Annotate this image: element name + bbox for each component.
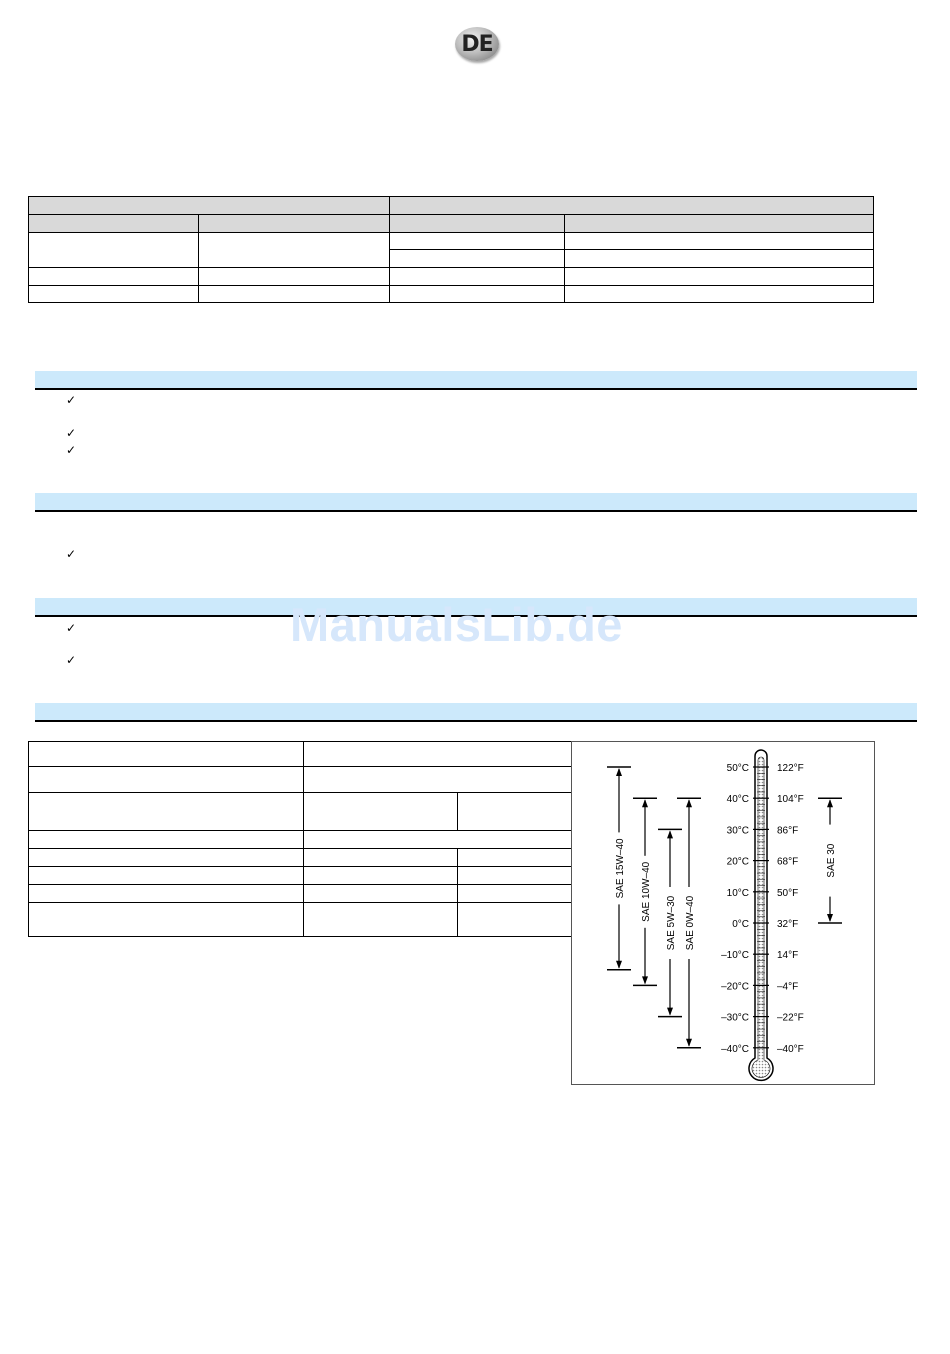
table-cell (29, 793, 304, 831)
section-header-2 (35, 493, 917, 512)
table-cell (304, 885, 458, 903)
arrow-down-icon (686, 1039, 692, 1047)
oil-table (28, 741, 572, 937)
arrow-up-icon (686, 799, 692, 807)
table-cell (458, 885, 572, 903)
fahrenheit-tick-label: 68°F (777, 856, 799, 868)
table-cell (389, 233, 565, 250)
table-row (29, 742, 572, 767)
section-header-1 (35, 371, 917, 390)
table-cell (29, 831, 304, 849)
table-cell (304, 849, 458, 867)
celsius-tick-label: –40°C (721, 1043, 749, 1055)
arrow-down-icon (616, 961, 622, 969)
table-row (29, 286, 874, 303)
table-row (29, 849, 572, 867)
celsius-tick-label: 50°C (726, 763, 749, 774)
viscosity-chart-svg (572, 742, 874, 1084)
check-icon: ✓ (66, 393, 77, 407)
sae-range (633, 798, 657, 985)
check-icon: ✓ (66, 653, 77, 667)
table-row (29, 233, 874, 250)
table-subheader-cell (29, 215, 199, 233)
arrow-up-icon (827, 799, 833, 807)
section-header-4 (35, 703, 917, 722)
table-row (29, 268, 874, 286)
celsius-tick-label: 0°C (732, 919, 749, 930)
table-row (29, 885, 572, 903)
table-cell (304, 742, 572, 767)
table-row (29, 867, 572, 885)
arrow-down-icon (827, 914, 833, 922)
check-icon: ✓ (66, 621, 77, 635)
table-cell (29, 885, 304, 903)
table-row (29, 831, 572, 849)
table-cell (304, 903, 458, 937)
table-cell (458, 793, 572, 831)
table-cell (304, 793, 458, 831)
sae-range-label: SAE 10W–40 (641, 861, 652, 922)
table-cell (458, 867, 572, 885)
table-cell (29, 268, 199, 286)
celsius-tick-label: –10°C (721, 950, 749, 962)
table-cell (565, 286, 874, 303)
table-cell (29, 233, 199, 268)
table-cell (29, 742, 304, 767)
fahrenheit-tick-label: –22°F (777, 1012, 804, 1024)
fahrenheit-tick-label: 14°F (777, 950, 799, 962)
celsius-tick-label: 40°C (726, 794, 749, 806)
fahrenheit-tick-label: 86°F (777, 825, 799, 837)
sae-range (607, 767, 631, 970)
sae-range-label: SAE 0W–40 (685, 895, 696, 951)
fahrenheit-tick-label: 32°F (777, 919, 799, 930)
table-subheader-cell (389, 215, 565, 233)
table-cell (198, 268, 389, 286)
table-cell (29, 867, 304, 885)
table-cell (389, 286, 565, 303)
table-cell (565, 268, 874, 286)
celsius-tick-label: 30°C (726, 825, 749, 837)
check-icon: ✓ (66, 426, 77, 440)
table-cell (304, 867, 458, 885)
table-cell (29, 903, 304, 937)
table-cell (565, 233, 874, 250)
sae-range (818, 798, 842, 923)
check-icon: ✓ (66, 443, 77, 457)
table-cell (458, 849, 572, 867)
celsius-tick-label: 10°C (726, 887, 749, 899)
check-icon: ✓ (66, 547, 77, 561)
table-header-cell (29, 197, 390, 215)
table-cell (304, 831, 572, 849)
table-cell (389, 250, 565, 268)
language-badge (455, 27, 499, 61)
sae-range-label: SAE 30 (826, 843, 837, 878)
arrow-down-icon (642, 976, 648, 984)
watermark: ManualsLib.de (290, 598, 623, 651)
table-cell (389, 268, 565, 286)
table-cell (458, 903, 572, 937)
table-row (29, 767, 572, 793)
arrow-up-icon (616, 768, 622, 776)
table-header-cell (389, 197, 873, 215)
sae-range (677, 798, 701, 1048)
table-cell (29, 849, 304, 867)
table-cell (198, 233, 389, 268)
celsius-tick-label: –30°C (721, 1012, 749, 1024)
celsius-tick-label: 20°C (726, 856, 749, 868)
fahrenheit-tick-label: 104°F (777, 794, 804, 806)
table-cell (29, 767, 304, 793)
table-cell (304, 767, 572, 793)
celsius-tick-label: –20°C (721, 981, 749, 993)
top-table (28, 196, 874, 303)
arrow-down-icon (667, 1008, 673, 1016)
table-row (29, 903, 572, 937)
language-badge-text: DE (461, 31, 493, 57)
arrow-up-icon (642, 799, 648, 807)
sae-range-label: SAE 15W–40 (615, 838, 626, 899)
arrow-up-icon (667, 830, 673, 838)
sae-range-label: SAE 5W–30 (666, 895, 677, 951)
fahrenheit-tick-label: –4°F (777, 981, 799, 993)
fahrenheit-tick-label: –40°F (777, 1043, 804, 1055)
table-cell (29, 286, 199, 303)
table-cell (198, 286, 389, 303)
fahrenheit-tick-label: 50°F (777, 887, 799, 899)
table-row (29, 793, 572, 831)
table-row (29, 197, 874, 215)
table-cell (565, 250, 874, 268)
table-subheader-cell (565, 215, 874, 233)
viscosity-chart (571, 741, 875, 1085)
sae-range (658, 829, 682, 1016)
table-subheader-cell (198, 215, 389, 233)
table-row (29, 215, 874, 233)
fahrenheit-tick-label: 122°F (777, 763, 804, 774)
